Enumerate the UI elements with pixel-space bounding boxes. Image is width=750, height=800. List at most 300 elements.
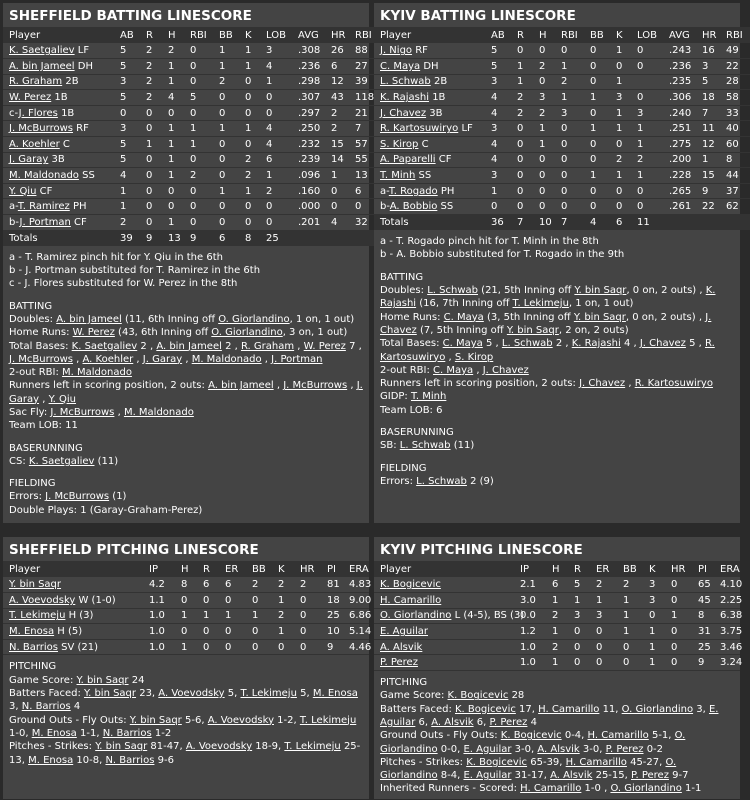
table-row [374,137,750,153]
stat-line: Sac Fly: J. McBurrows , M. Maldonado [9,406,194,418]
player-link[interactable]: P. Perez [605,743,644,755]
kyiv-pitching-panel [374,537,743,799]
stat-line: Runners left in scoring position, 2 outs: A. bin Jameel , J. McBurrows , J. Garay , Y. Qiu [9,380,363,405]
player-link[interactable]: M. Enosa [312,688,358,700]
player-link[interactable]: Y. bin Saqr [574,285,627,297]
column-header-era: ERA [714,561,740,577]
player-link[interactable]: R. Graham [240,340,295,352]
player-position: 2B [430,76,448,88]
stat-rbi: 0 [184,215,213,231]
stat-line: Errors: L. Schwab 2 (9) [380,475,494,487]
player-link[interactable]: K. Rajashi [380,285,716,310]
table-row [374,59,750,75]
stat-hr: 0 [294,593,321,609]
stat-k: 0 [610,183,631,199]
player-link[interactable]: O. Giorlandino [610,783,682,795]
table-row [3,90,379,106]
stat-hr: 12 [696,137,720,153]
stat-lob: 1 [631,137,663,153]
stat-h: 1 [533,137,555,153]
stat-bb: 0 [584,183,610,199]
player-link-j-mcburrows[interactable]: J. McBurrows [9,123,73,135]
player-cell [374,624,514,640]
table-row [3,215,379,231]
player-link[interactable]: T. Lekimeju [240,688,297,700]
player-position: LF [74,45,90,57]
player-link[interactable]: O. Giorlandino [380,756,677,782]
player-link[interactable]: J. Garay [9,380,363,405]
player-position: SS [78,170,95,182]
sheffield-batting-table [3,27,379,246]
player-link[interactable]: H. Camarillo [587,730,649,742]
stat-k: 1 [239,183,260,199]
player-position: RF [412,45,428,57]
player-link-a-bin-jameel[interactable]: A. bin Jameel [9,60,75,72]
table-row [3,105,379,121]
table-row [374,577,740,593]
stat-era: 3.24 [714,655,740,671]
stat-h: 1 [546,624,568,640]
pitcher-decision: W (1-0) [75,594,116,606]
stat-era: 4.46 [343,639,369,655]
player-link[interactable]: A. Voevodsky [207,714,274,726]
stat-rbi: 6 [349,183,379,199]
player-link-y-qiu[interactable]: Y. Qiu [9,185,37,197]
stat-avg: .201 [292,215,325,231]
player-link-p-perez[interactable]: P. Perez [380,657,418,669]
substitution-notes [380,235,734,262]
stat-avg: .240 [663,105,696,121]
stat-k: 1 [610,105,631,121]
stat-hr: 43 [325,90,349,106]
player-link-a-paparelli[interactable]: A. Paparelli [380,154,436,166]
player-link[interactable]: N. Barrios [105,754,155,766]
stat-ab: 5 [114,137,140,153]
player-link[interactable]: K. Bogicevic [455,703,516,715]
stat-bb: 0 [213,168,239,184]
column-header-rbi: RBI [555,27,584,43]
stat-ab: 1 [114,199,140,215]
totals-rbi: 9 [184,230,213,246]
player-link[interactable]: Y. Qiu [48,393,77,405]
table-row [374,655,740,671]
stat-bb: 1 [213,121,239,137]
stat-pi: 31 [692,624,714,640]
table-row [374,183,750,199]
stat-hr: 15 [325,137,349,153]
stat-bb: 0 [584,152,610,168]
stat-bb: 0 [584,137,610,153]
player-link[interactable]: M. Enosa [31,727,77,739]
sheffield-batting-panel [3,3,375,523]
player-link-w-perez[interactable]: W. Perez [9,92,52,104]
column-header-rbi: RBI [720,27,750,43]
player-link[interactable]: R. Kartosuwiryo [634,378,713,390]
column-header-hr: HR [696,27,720,43]
stat-pi: 45 [692,593,714,609]
player-link-a-alsvik[interactable]: A. Alsvik [380,641,423,653]
player-link-k-bogicevic[interactable]: K. Bogicevic [380,579,441,591]
stat-avg: .096 [292,168,325,184]
player-link-a-koehler[interactable]: A. Koehler [9,138,60,150]
stat-avg: .251 [663,121,696,137]
table-row [3,639,369,655]
substitution-note: b - A. Bobbio substituted for T. Rogado in the 9th [380,249,625,261]
stat-rbi: 0 [555,137,584,153]
stat-rbi: 60 [720,137,750,153]
player-link-s-kirop[interactable]: S. Kirop [380,138,419,150]
stat-line: Batters Faced: Y. bin Saqr 23, A. Voevodsky 5, T. Lekimeju 5, M. Enosa 3, N. Barrios 4 [9,688,358,713]
player-link-l-schwab[interactable]: L. Schwab [380,76,431,88]
stat-avg: .239 [292,152,325,168]
player-link[interactable]: K. Bogicevic [447,690,509,702]
player-link-r-graham[interactable]: R. Graham [9,76,63,88]
stat-line: Doubles: A. bin Jameel (11, 6th Inning off O. Giorlandino, 1 on, 1 out) [9,313,355,325]
player-cell [374,608,525,624]
player-link[interactable]: A. Alsvik [550,770,593,782]
player-link[interactable]: A. Voevodsky [158,688,225,700]
player-link-j-garay[interactable]: J. Garay [9,154,49,166]
stat-lob: 1 [260,74,292,90]
stat-bb: 0 [246,624,272,640]
stat-lob: 1 [631,168,663,184]
player-link[interactable]: A. Alsvik [537,743,580,755]
stat-bb: 0 [246,593,272,609]
player-link[interactable]: T. Minh [410,391,447,403]
player-link-n-barrios[interactable]: N. Barrios [9,641,58,653]
stat-er: 1 [219,608,246,624]
player-link[interactable]: K. Bogicevic [466,756,528,768]
column-header-r: R [568,561,590,577]
player-link[interactable]: C. Maya [443,311,484,323]
player-link[interactable]: W. Perez [72,327,115,339]
stat-lob: 0 [260,90,292,106]
player-link[interactable]: Y. bin Saqr [506,324,559,336]
section-heading-fielding: FIELDING [9,478,56,490]
table-row [374,168,750,184]
player-link[interactable]: Y. bin Saqr [573,311,626,323]
stat-k: 2 [272,608,294,624]
stat-pi: 18 [321,593,343,609]
stat-line: 2-out RBI: M. Maldonado [9,367,132,379]
player-link[interactable]: Y. bin Saqr [84,688,137,700]
player-link[interactable]: J. McBurrows [283,380,348,392]
stat-k: 3 [643,593,665,609]
stat-bb: 0 [584,43,610,59]
stat-rbi: 62 [720,199,750,215]
stat-bb: 1 [617,624,643,640]
player-link[interactable]: Y. bin Saqr [95,741,148,753]
sheffield-pitching-notes [3,655,369,770]
stat-rbi: 1 [555,90,584,106]
stat-line: Runners left in scoring position, 2 outs: J. Chavez , R. Kartosuwiryo [380,378,713,390]
column-header-avg: AVG [292,27,325,43]
player-link[interactable]: M. Maldonado [62,367,132,379]
player-link-k-saetgaliev[interactable]: K. Saetgaliev [9,45,75,57]
player-link-t-rogado[interactable]: T. Rogado [388,185,438,197]
stat-k: 1 [239,43,260,59]
table-row [374,90,750,106]
stat-bb: 0 [213,215,239,231]
stat-ab: 0 [485,199,511,215]
stat-rbi: 0 [555,168,584,184]
stat-avg: .160 [292,183,325,199]
sheffield-pitching-title: SHEFFIELD PITCHING LINESCORE [9,542,259,558]
stat-hr: 0 [294,639,321,655]
player-link[interactable]: E. Aguilar [463,743,512,755]
player-link-h-camarillo[interactable]: H. Camarillo [380,594,442,606]
stat-ip: 1.2 [514,624,546,640]
player-link[interactable]: S. Kirop [454,351,494,363]
player-link[interactable]: J. McBurrows [45,491,110,503]
player-link[interactable]: H. Camarillo [538,703,600,715]
player-link-k-rajashi[interactable]: K. Rajashi [380,92,430,104]
column-header-h: H [546,561,568,577]
player-link-r-kartosuwiryo[interactable]: R. Kartosuwiryo [380,123,459,135]
stat-line: Total Bases: K. Saetgaliev 2 , A. bin Jameel 2 , R. Graham , W. Perez 7 , J. McBurrows , A. Koehler , J. Garay , M. Maldonado , J. Portman [9,340,362,365]
section-heading-pitching: PITCHING [380,677,428,689]
player-link[interactable]: K. Saetgaliev [71,340,138,352]
player-link[interactable]: O. Giorlandino [621,703,694,715]
section-heading-batting: BATTING [9,300,53,312]
stat-bb: 1 [213,183,239,199]
player-link[interactable]: J. Garay [142,353,183,365]
stat-rbi: 0 [184,105,213,121]
stat-avg: .261 [663,199,696,215]
stat-bb: 0 [584,199,610,215]
stat-ip: 0.0 [514,608,546,624]
stat-k: 0 [272,639,294,655]
player-link[interactable]: A. bin Jameel [56,313,122,325]
player-link-y-bin-saqr[interactable]: Y. bin Saqr [9,579,62,591]
player-link[interactable]: N. Barrios [21,701,71,713]
stat-r: 0 [511,199,533,215]
player-link[interactable]: Y. bin Saqr [129,714,182,726]
stat-rbi: 0 [184,74,213,90]
player-link[interactable]: J. McBurrows [50,406,115,418]
stat-r: 2 [140,59,162,75]
player-link[interactable]: K. Bogicevic [500,730,562,742]
player-link[interactable]: C. Maya [433,364,474,376]
column-header-player: Player [3,561,143,577]
player-link-j-flores[interactable]: J. Flores [18,107,58,119]
stat-lob: 0 [631,43,663,59]
stat-bb: 0 [584,105,610,121]
stat-pi: 25 [321,608,343,624]
player-link[interactable]: J. Chavez [380,311,712,336]
player-link[interactable]: H. Camarillo [520,783,582,795]
player-link[interactable]: N. Barrios [102,727,152,739]
player-cell [374,168,485,184]
player-link[interactable]: A. Koehler [82,353,134,365]
stat-k: 1 [610,121,631,137]
player-cell: a-T. Ramirez PH [3,199,114,215]
kyiv-batting-notes [374,230,740,492]
stat-r: 0 [140,199,162,215]
stat-r: 0 [568,655,590,671]
stat-pi: 81 [321,577,343,593]
stat-hr: 26 [325,43,349,59]
totals-label: Totals [374,215,485,231]
player-link[interactable]: K. Rajashi [571,338,621,350]
player-link[interactable]: M. Maldonado [123,406,194,418]
stat-lob: 0 [631,199,663,215]
stat-lob: 0 [260,199,292,215]
player-link[interactable]: W. Perez [303,340,346,352]
player-link-c-maya[interactable]: C. Maya [380,60,421,72]
player-position: 1B [429,92,446,104]
player-link[interactable]: A. Voevodsky [185,741,253,753]
player-link[interactable]: M. Enosa [28,754,74,766]
stat-hr: 0 [665,577,692,593]
player-link[interactable]: J. Chavez [639,338,686,350]
stat-h: 0 [162,105,184,121]
column-header-player: Player [374,27,485,43]
stat-rbi: 0 [555,183,584,199]
stat-lob: 1 [260,168,292,184]
player-link[interactable]: A. bin Jameel [208,380,274,392]
player-link-a-bobbio[interactable]: A. Bobbio [389,201,438,213]
player-link-j-portman[interactable]: J. Portman [19,216,71,228]
stat-ip: 1.0 [143,608,175,624]
stat-lob [631,74,663,90]
player-link[interactable]: A. bin Jameel [156,340,222,352]
player-link[interactable]: Y. bin Saqr [76,674,129,686]
stat-ip: 1.0 [143,624,175,640]
stat-hr: 1 [325,168,349,184]
player-link[interactable]: J. Chavez [579,378,626,390]
totals-r: 9 [140,230,162,246]
player-link[interactable]: M. Maldonado [191,353,262,365]
table-row [374,43,750,59]
stat-ab: 5 [485,59,511,75]
sheffield-batting-title: SHEFFIELD BATTING LINESCORE [9,8,252,24]
player-cell [374,593,514,609]
player-cell [3,593,143,609]
stat-k: 1 [610,43,631,59]
player-link[interactable]: O. Giorlandino [211,327,283,339]
player-link[interactable]: T. Lekimeju [299,714,357,726]
player-link[interactable]: P. Perez [631,770,669,782]
stat-line: SB: L. Schwab (11) [380,440,475,452]
stat-hr: 18 [696,90,720,106]
stat-bb: 0 [617,639,643,655]
stat-r: 0 [140,105,162,121]
stat-r: 0 [197,593,219,609]
column-header-h: H [533,27,555,43]
stat-ab: 4 [485,152,511,168]
stat-hr: 7 [696,105,720,121]
player-link[interactable]: T. Lekimeju [284,741,341,753]
player-link[interactable]: L. Schwab [416,475,467,487]
column-header-player: Player [374,561,514,577]
stat-hr: 2 [325,105,349,121]
player-link[interactable]: E. Aguilar [463,770,512,782]
player-link[interactable]: J. Portman [271,353,323,365]
player-link[interactable]: R. Kartosuwiryo [380,338,715,363]
player-link[interactable]: E. Aguilar [380,703,719,728]
stat-ab: 3 [485,121,511,137]
totals-h: 10 [533,215,555,231]
player-link[interactable]: C. Maya [442,338,483,350]
player-link[interactable]: K. Saetgaliev [28,455,95,467]
player-position: C [418,138,429,150]
column-header-r: R [140,27,162,43]
player-link[interactable]: P. Perez [489,716,528,728]
player-link-t-lekimeju[interactable]: T. Lekimeju [9,610,66,622]
player-cell [374,152,485,168]
stat-line: Pitches - Strikes: K. Bogicevic 65-39, H. Camarillo 45-27, O. Giorlandino 8-4, E. Aguilar 31-17, A. Alsvik 25-15, P. Perez 9-7 [380,756,689,782]
player-cell [3,168,114,184]
stat-line: Team LOB: 11 [9,420,78,432]
stat-ab: 4 [485,105,511,121]
player-link-j-nigo[interactable]: J. Nigo [380,45,413,57]
stat-era: 3.46 [714,639,740,655]
player-position: DH [74,60,93,72]
player-link-m-enosa[interactable]: M. Enosa [9,626,55,638]
table-row [374,152,750,168]
stat-lob: 2 [260,183,292,199]
stat-avg: .228 [663,168,696,184]
player-link[interactable]: J. McBurrows [9,353,73,365]
player-cell [374,137,485,153]
player-link-m-maldonado[interactable]: M. Maldonado [9,170,79,182]
stat-rbi: 33 [720,105,750,121]
player-link[interactable]: A. Alsvik [431,716,474,728]
stat-bb: 0 [213,152,239,168]
player-cell [3,74,114,90]
player-link[interactable]: L. Schwab [501,338,553,350]
stat-hr: 4 [325,215,349,231]
player-cell: a-T. Rogado PH [374,183,485,199]
stat-rbi: 3 [555,105,584,121]
player-link[interactable]: J. Chavez [482,364,529,376]
stat-lob: 0 [631,183,663,199]
player-link-e-aguilar[interactable]: E. Aguilar [380,626,428,638]
stat-rbi: 44 [720,168,750,184]
stat-rbi: 57 [349,137,379,153]
column-header-bb: BB [213,27,239,43]
stat-rbi: 8 [720,152,750,168]
player-cell [3,43,114,59]
player-link-a-voevodsky[interactable]: A. Voevodsky [9,594,76,606]
section-heading-fielding: FIELDING [380,462,427,474]
player-link[interactable]: T. Lekimeju [512,298,569,310]
stat-h: 0 [533,199,555,215]
column-header-rbi: RBI [349,27,379,43]
player-link-t-ramirez[interactable]: T. Ramirez [17,201,70,213]
player-link[interactable]: O. Giorlandino [218,313,290,325]
table-row [3,199,379,215]
stat-h: 1 [546,655,568,671]
column-header-pi: PI [321,561,343,577]
column-header-player: Player [3,27,114,43]
player-link[interactable]: L. Schwab [427,285,478,297]
player-link-o-giorlandino[interactable]: O. Giorlandino [380,610,452,622]
substitution-note: a - T. Rogado pinch hit for T. Minh in the 8th [380,236,599,248]
stat-r: 2 [140,43,162,59]
player-link[interactable]: L. Schwab [399,440,451,452]
stat-rbi: 0 [555,121,584,137]
stat-k: 2 [239,168,260,184]
player-link-t-minh[interactable]: T. Minh [380,170,416,182]
player-link[interactable]: H. Camarillo [565,756,627,768]
stat-rbi: 22 [720,59,750,75]
totals-lob: 25 [260,230,292,246]
player-link-j-chavez[interactable]: J. Chavez [380,107,427,119]
player-link[interactable]: O. Giorlandino [380,730,686,755]
table-row [3,608,369,624]
